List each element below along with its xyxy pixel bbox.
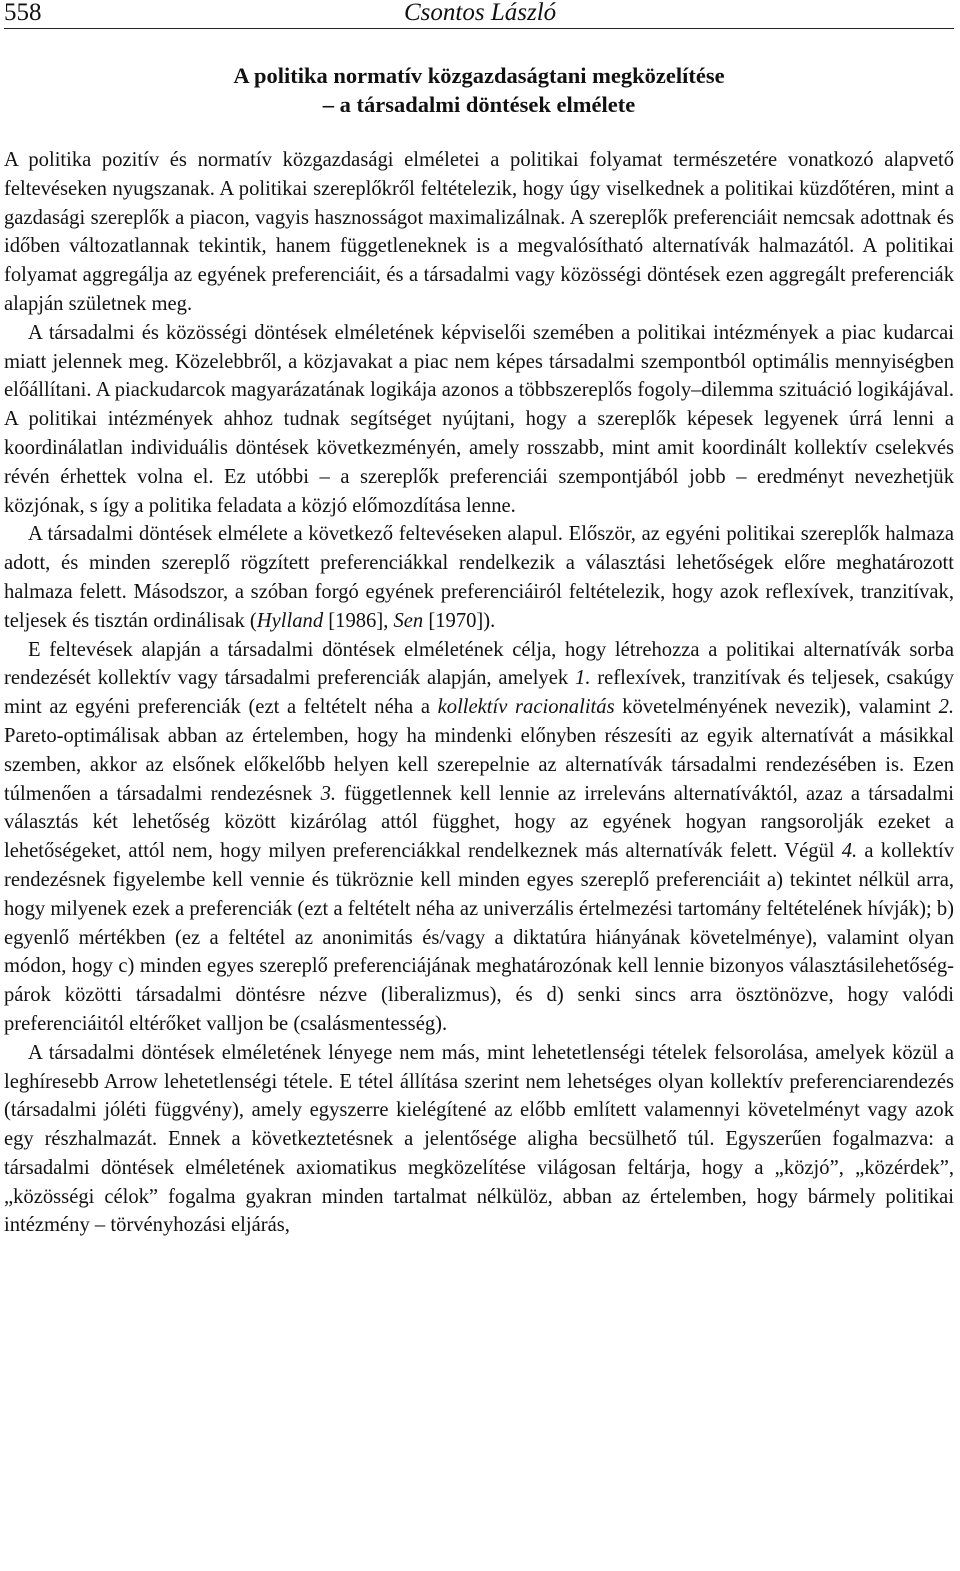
paragraph-5: A társadalmi döntések elméletének lényege nem más, mint lehetetlenségi tételek felsorolása, amelyek közül a leghíresebb Arrow lehetetlenségi tétele. E tétel állítása szerint nem lehetséges olyan kollektív preferenciarendezés (társadalmi jóléti függvény), amely egyszerre kielégítené az előbb említett valamennyi követelményt vagy azok egy részhalmazát. Ennek a következtetésnek a jelentősége aligha becsülhető túl. Egyszerűen fogalmazva: a társadalmi döntések elméletének axiomatikus megközelítése világosan feltárja, hogy a „közjó”, „közérdek”, „közösségi célok” fogalma gyakran minden tartalmat nélkülöz, abban az értelemben, hogy bármely politikai intézmény – törvényhozási eljárás, xyxy=(4,1041,954,1237)
paragraph-4-text-c: követelményének nevezik), valamint xyxy=(614,696,939,719)
page-header xyxy=(4,0,954,29)
running-head-author: Csontos László xyxy=(404,0,557,26)
body-text xyxy=(4,146,954,1240)
paragraph-4-text-e: függetlennek kell lennie az irreleváns alternatíváktól, azaz a társadalmi választás két lehetőség között kizárólag attól függhet, hogy az egyének hogyan rangsorolják ezeket a lehetőségeket, attól nem, hogy milyen preferenciákkal rendelkeznek más alternatívák felett. Végül xyxy=(4,782,954,863)
enumeration-2: 2. xyxy=(938,696,955,719)
paragraph-4-text-f: a kollektív rendezésnek figyelembe kell vennie és tükröznie kell minden egyes szereplő preferenciáit a) tekintet nélkül arra, hogy milyenek ezek a preferenciák (ezt a feltételt néha az univerzális értelmezési tartomány feltételének hívják); b) egyenlő mértékben (ez a feltétel az anonimitás és/vagy a diktatúra hiányának követelménye), valamint olyan módon, hogy c) minden egyes szereplő preferenciájának meghatározónak kell lennie bizonyos választásilehetőség-párok közötti társadalmi döntésre nézve (liberalizmus), és d) senki sincs arra ösztönözve, hogy valódi preferenciáitól eltérőket valljon be (csalásmentesség). xyxy=(4,840,954,1035)
section-title xyxy=(4,61,954,119)
enumeration-4: 4. xyxy=(841,840,858,863)
paragraph-3-text-a: A társadalmi döntések elmélete a következő feltevéseken alapul. Először, az egyéni politikai szereplők halmaza adott, és minden szereplő rögzített preferenciákkal rendelkezik a választási lehetőségek előre meghatározott halmaza felett. Másodszor, a szóban forgó egyének preferenciáiról feltételezik, hogy azok reflexívek, tranzitívak, teljesek és tisztán ordinálisak ( xyxy=(4,523,954,632)
page-number: 558 xyxy=(4,0,42,26)
paragraph-1: A politika pozitív és normatív közgazdasági elméletei a politikai folyamat természetére vonatkozó alapvető feltevéseken nyugszanak. A politikai szereplőkről feltételezik, hogy úgy viselkednek a politikai küzdőtéren, mint a gazdasági szereplők a piacon, vagyis hasznosságot maximalizálnak. A szereplők preferenciáit nemcsak adottnak és időben változatlannak tekintik, hanem függetleneknek is a megvalósítható alternatívák halmazától. A politikai folyamat aggregálja az egyének preferenciáit, és a társadalmi vagy közösségi döntések ezen aggregált preferenciák alapján születnek meg. xyxy=(4,149,954,315)
enumeration-1: 1. xyxy=(575,667,591,690)
citation-hylland: Hylland xyxy=(256,609,324,632)
paragraph-2: A társadalmi és közösségi döntések elméletének képviselői szemében a politikai intézmények a piac kudarcai miatt jelennek meg. Közelebbről, a közjavakat a piac nem képes társadalmi szempontból optimális mennyiségben előállítani. A piackudarcok magyarázatának logikája azonos a többszereplős fogoly–dilemma szituáció logikájával. A politikai intézmények ahhoz tudnak segítséget nyújtani, hogy a szereplők képesek legyenek úrrá lenni a koordinálatlan individuális döntések következményén, amely rosszabb, mint amit koordinált kollektív cselekvés révén érhettek volna el. Ez utóbbi – a szereplők preferenciái szempontjából jobb – eredményt nevezhetjük közjónak, s így a politika feladata a közjó előmozdítása lenne. xyxy=(4,321,954,517)
term-kollektiv-racionalitas: kollektív racionalitás xyxy=(437,696,615,719)
citation-sen: Sen xyxy=(393,609,424,632)
section-title-line-2: – a társadalmi döntések elmélete xyxy=(322,92,636,117)
enumeration-3: 3. xyxy=(320,782,337,805)
paragraph-4 xyxy=(4,636,954,1039)
paragraph-4-text-a: E feltevések alapján a társadalmi döntések elméletének célja, hogy létrehozza a politikai alternatívák sorba rendezését kollektív vagy társadalmi preferenciák alapján, amelyek xyxy=(4,638,954,690)
paragraph-4-text-d: Pareto-optimálisak abban az értelemben, hogy ha mindenki előnyben részesíti az egyik alternatívát a másikkal szemben, akkor az elsőnek előkelőbb helyen kell szerepelnie az alternatívák társadalmi rendezésében is. Ezen túlmenően a társadalmi rendezésnek xyxy=(4,724,954,805)
paragraph-3 xyxy=(4,520,954,635)
paragraph-3-text-c: [1970]). xyxy=(423,609,496,632)
paragraph-3-text-b: [1986], xyxy=(323,609,394,632)
section-title-line-1: A politika normatív közgazdaságtani megközelítése xyxy=(233,63,725,88)
paragraph-4-text-b: reflexívek, tranzitívak és teljesek, csakúgy mint az egyéni preferenciák (ezt a feltételt néha a xyxy=(4,667,955,719)
